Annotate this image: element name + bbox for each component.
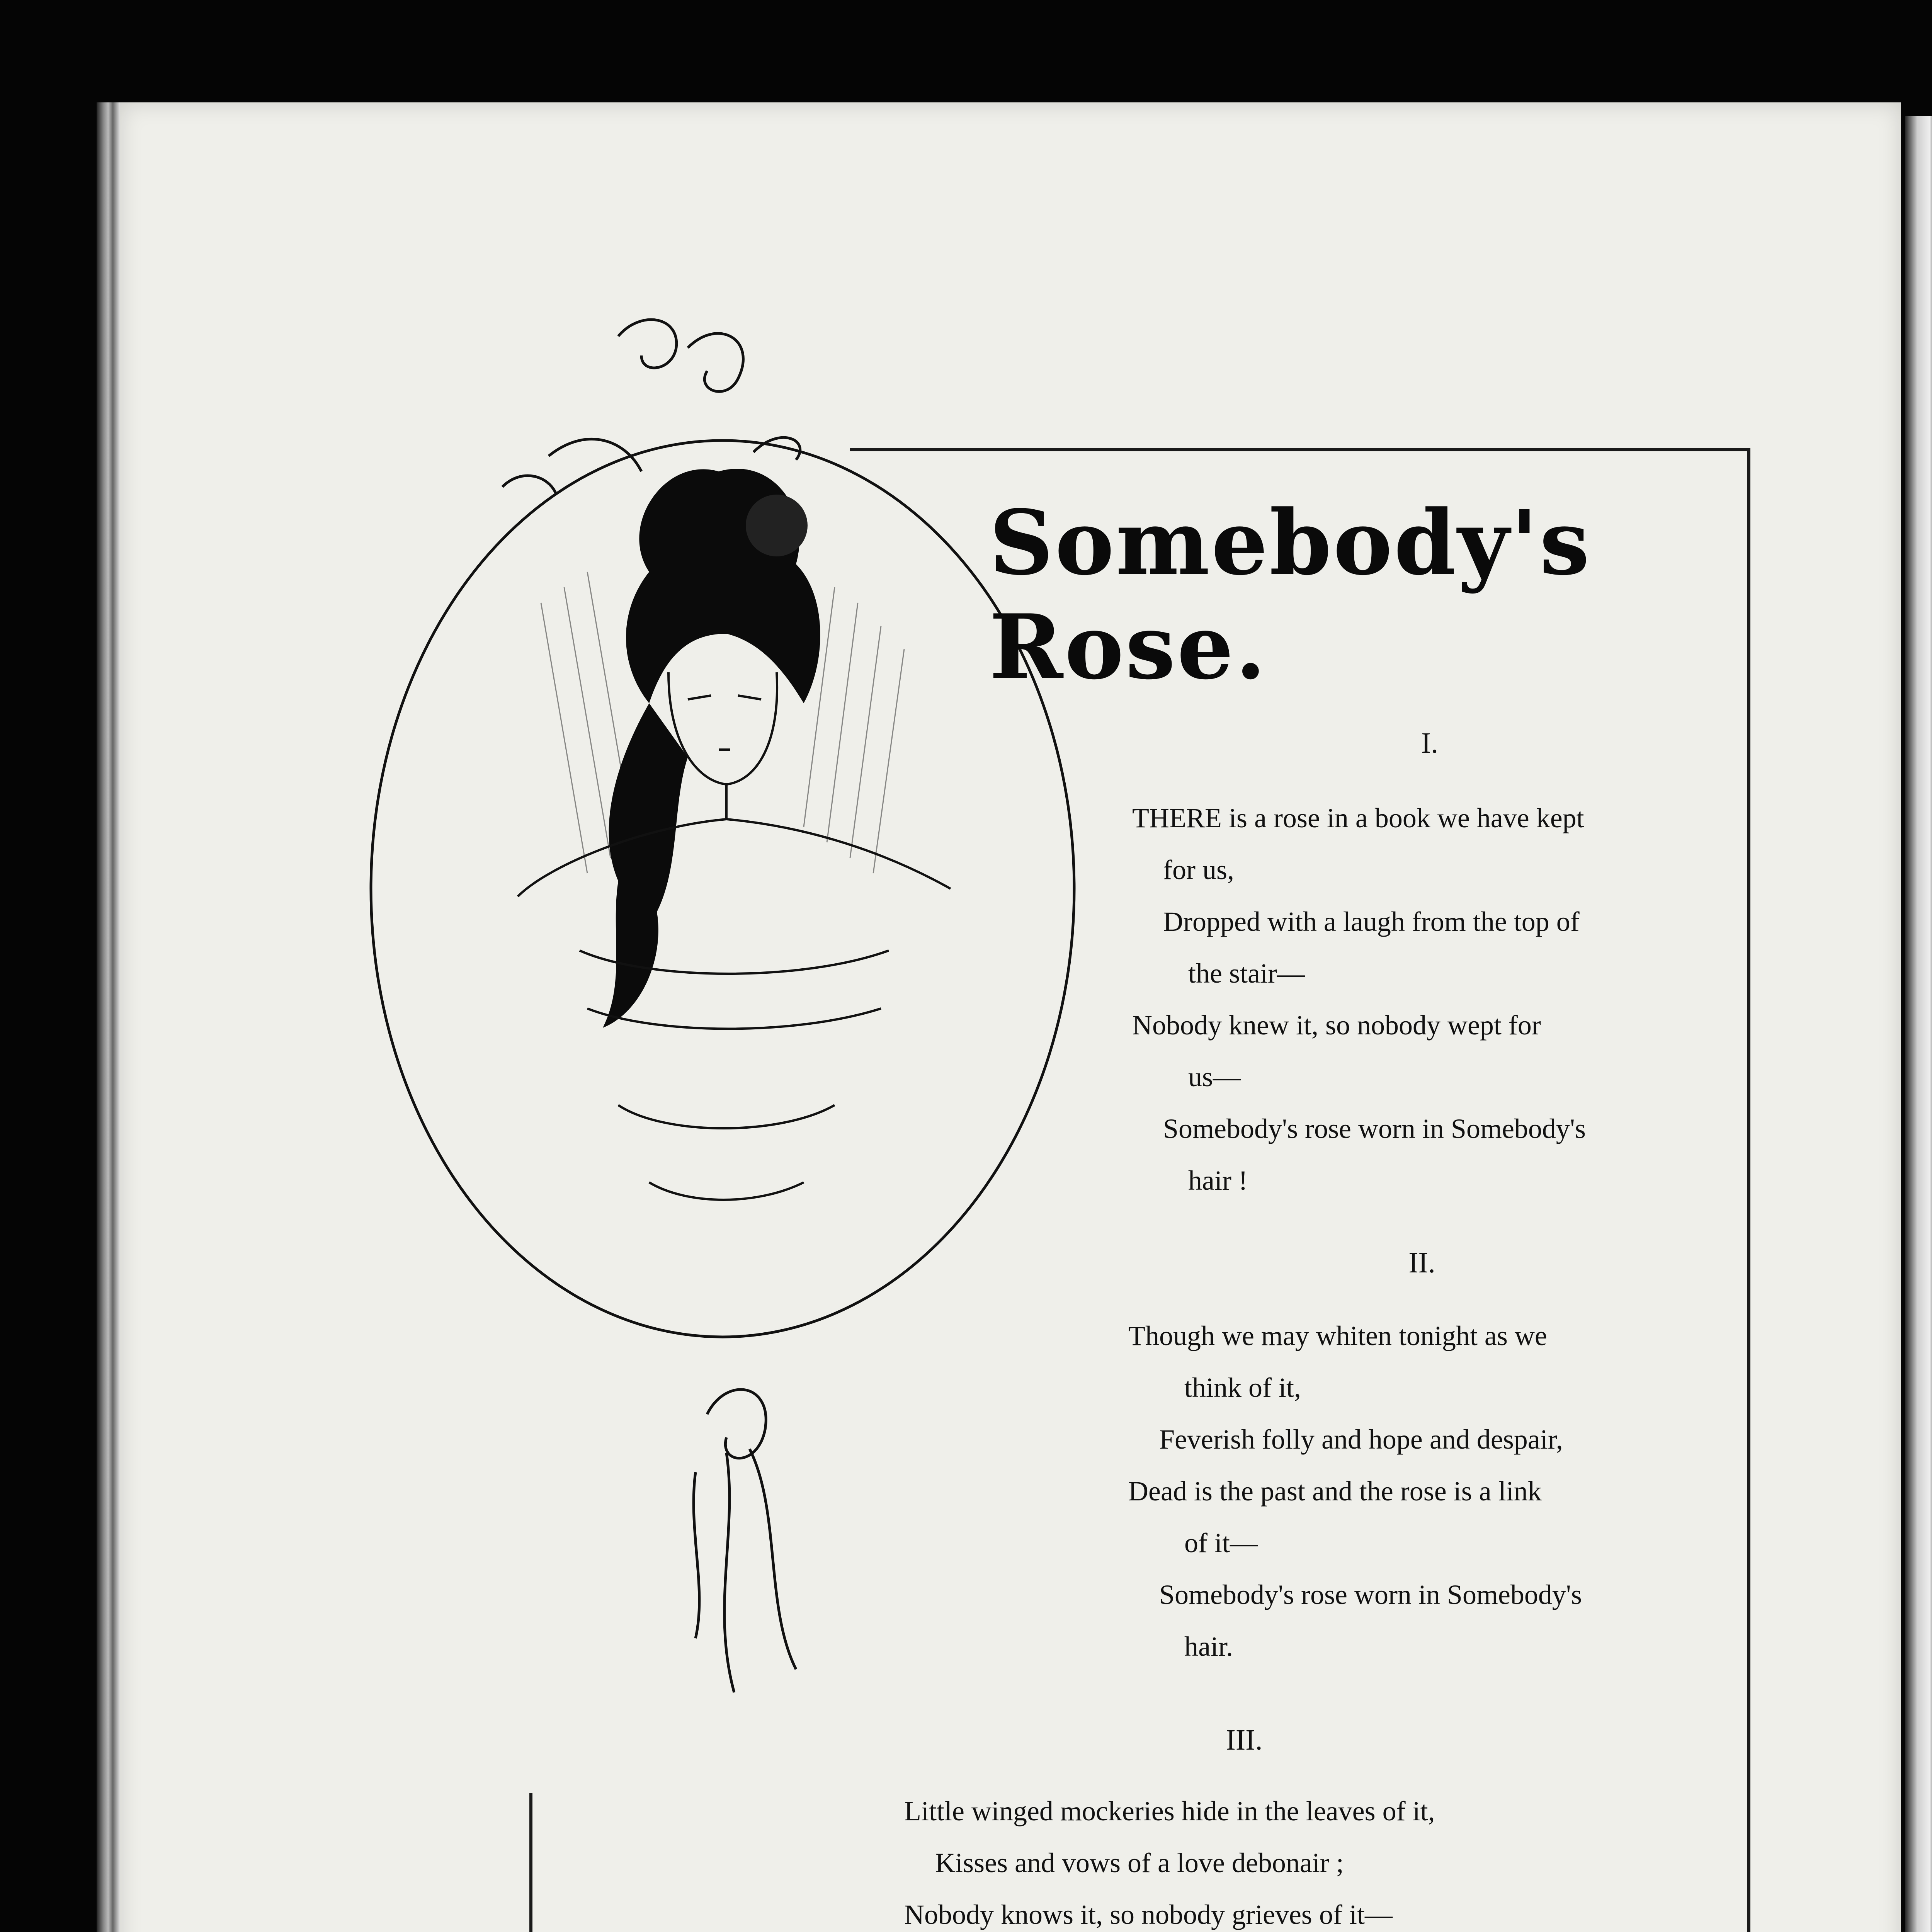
- poem-title: Somebody's Rose.: [989, 491, 1591, 699]
- verse-line: the stair—: [1188, 958, 1305, 989]
- stanza-number-3: III.: [1226, 1724, 1263, 1756]
- page-binding-edge: [97, 102, 120, 1932]
- verse-line: Feverish folly and hope and despair,: [1159, 1424, 1563, 1455]
- verse-line: think of it,: [1184, 1372, 1301, 1403]
- verse-line: Little winged mockeries hide in the leaves of it,: [904, 1796, 1435, 1827]
- verse-line: Somebody's rose worn in Somebody's: [1159, 1579, 1582, 1610]
- stanza-number-1: I.: [1421, 727, 1439, 759]
- verse-line: Nobody knew it, so nobody wept for: [1132, 1010, 1541, 1041]
- stanza-1: [1132, 792, 1704, 1206]
- verse-line: Dead is the past and the rose is a link: [1128, 1476, 1542, 1507]
- verse-line: of it—: [1184, 1527, 1258, 1558]
- stanza-2: [1128, 1310, 1708, 1672]
- verse-line: Kisses and vows of a love debonair ;: [935, 1847, 1344, 1878]
- verse-line: THERE is a rose in a book we have kept: [1132, 803, 1584, 833]
- verse-line: hair !: [1188, 1165, 1248, 1196]
- verse-line: Though we may whiten tonight as we: [1128, 1320, 1547, 1351]
- verse-line: Somebody's rose worn in Somebody's: [1163, 1113, 1586, 1144]
- verse-line: Nobody knows it, so nobody grieves of it—: [904, 1899, 1393, 1930]
- verse-line: hair.: [1184, 1631, 1233, 1662]
- verse-line: for us,: [1163, 854, 1234, 885]
- verse-line: us—: [1188, 1061, 1241, 1092]
- stanza-number-2: II.: [1408, 1247, 1435, 1279]
- verse-line: Dropped with a laugh from the top of: [1163, 906, 1580, 937]
- facing-page-edge: [1905, 116, 1932, 1932]
- stanza-3: [904, 1785, 1619, 1932]
